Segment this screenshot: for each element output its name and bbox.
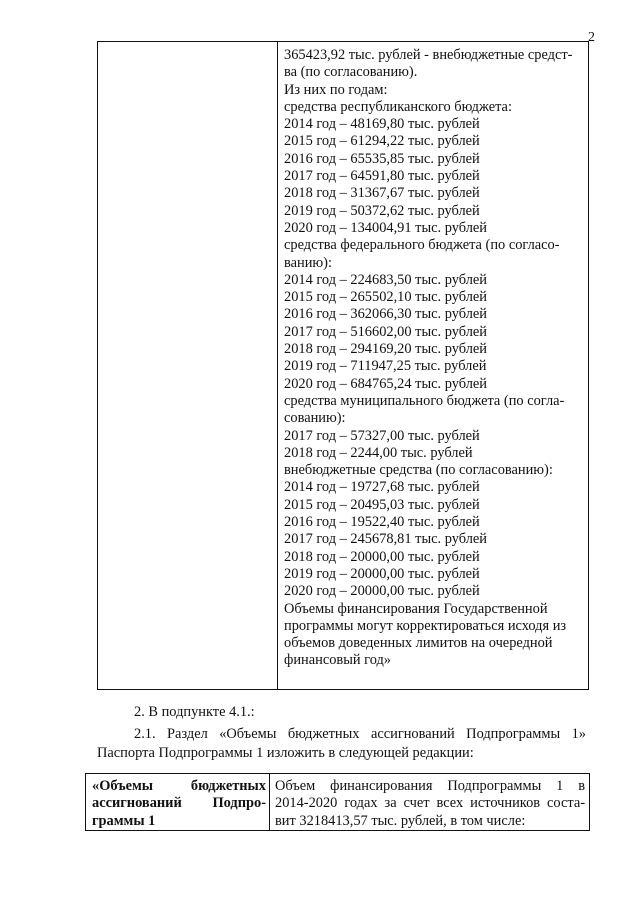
volume-line: вит 3218413,57 тыс. рублей, в том числе:: [275, 812, 526, 829]
page-number: 2: [588, 30, 595, 45]
financing-line: 2017 год – 245678,81 тыс. рублей: [284, 531, 487, 548]
financing-line: программы могут корректироваться исходя из: [284, 617, 567, 634]
financing-line: 2017 год – 516602,00 тыс. рублей: [284, 323, 487, 340]
financing-line: 2019 год – 20000,00 тыс. рублей: [284, 565, 480, 582]
financing-line: 2014 год – 48169,80 тыс. рублей: [284, 116, 480, 133]
financing-line: 2014 год – 19727,68 тыс. рублей: [284, 479, 480, 496]
financing-line: 2015 год – 61294,22 тыс. рублей: [284, 133, 480, 150]
subprogram-heading-cell: [92, 778, 266, 830]
financing-text-cell: [284, 47, 584, 670]
financing-line: 2018 год – 20000,00 тыс. рублей: [284, 548, 480, 565]
financing-line: 2020 год – 684765,24 тыс. рублей: [284, 375, 487, 392]
financing-line: 2016 год – 19522,40 тыс. рублей: [284, 514, 480, 531]
financing-table: [97, 41, 589, 690]
heading-line: «Объемы бюджетных: [92, 778, 266, 794]
financing-line: 2015 год – 265502,10 тыс. рублей: [284, 289, 487, 306]
financing-line: ва (по согласованию).: [284, 64, 418, 81]
financing-line: 2019 год – 711947,25 тыс. рублей: [284, 358, 487, 375]
financing-line: сованию):: [284, 410, 346, 427]
financing-line: 2018 год – 294169,20 тыс. рублей: [284, 341, 487, 358]
table-column-divider: [269, 774, 270, 830]
financing-line: 2016 год – 65535,85 тыс. рублей: [284, 150, 480, 167]
financing-line: финансовый год»: [284, 652, 392, 669]
financing-line: 2019 год – 50372,62 тыс. рублей: [284, 202, 480, 219]
heading-line: ассигнований Подпро-: [92, 795, 266, 812]
financing-line: средства республиканского бюджета:: [284, 98, 512, 115]
financing-line: объемов доведенных лимитов на очередной: [284, 635, 553, 652]
paragraph-item-2-1-continuation: Паспорта Подпрограммы 1 изложить в следующей редакции:: [97, 745, 474, 761]
table-column-divider: [277, 42, 278, 689]
financing-line: 365423,92 тыс. рублей - внебюджетные средст-: [284, 47, 573, 63]
financing-line: Объемы финансирования Государственной: [284, 600, 548, 617]
financing-line: средства муниципального бюджета (по согла-: [284, 392, 565, 409]
financing-line: средства федерального бюджета (по согласо-: [284, 237, 560, 254]
financing-line: 2020 год – 20000,00 тыс. рублей: [284, 583, 480, 600]
subprogram-volume-cell: [275, 778, 585, 830]
subprogram-table: [85, 773, 590, 831]
financing-line: Из них по годам:: [284, 81, 388, 98]
financing-line: 2016 год – 362066,30 тыс. рублей: [284, 306, 487, 323]
financing-line: 2014 год – 224683,50 тыс. рублей: [284, 271, 487, 288]
financing-line: 2018 год – 31367,67 тыс. рублей: [284, 185, 480, 202]
financing-line: 2020 год – 134004,91 тыс. рублей: [284, 219, 487, 236]
volume-line: 2014-2020 годах за счет всех источников соста-: [275, 795, 585, 812]
financing-line: 2015 год – 20495,03 тыс. рублей: [284, 496, 480, 513]
financing-line: 2017 год – 64591,80 тыс. рублей: [284, 168, 480, 185]
paragraph-item-2-1: 2.1. Раздел «Объемы бюджетных ассигнований Подпрограммы 1»: [134, 726, 586, 742]
financing-line: ванию):: [284, 254, 332, 271]
financing-line: внебюджетные средства (по согласованию):: [284, 462, 553, 479]
paragraph-item-2: 2. В подпункте 4.1.:: [134, 704, 255, 720]
financing-line: 2018 год – 2244,00 тыс. рублей: [284, 444, 473, 461]
financing-line: 2017 год – 57327,00 тыс. рублей: [284, 427, 480, 444]
heading-line: граммы 1: [92, 812, 156, 829]
volume-line: Объем финансирования Подпрограммы 1 в: [275, 778, 585, 794]
